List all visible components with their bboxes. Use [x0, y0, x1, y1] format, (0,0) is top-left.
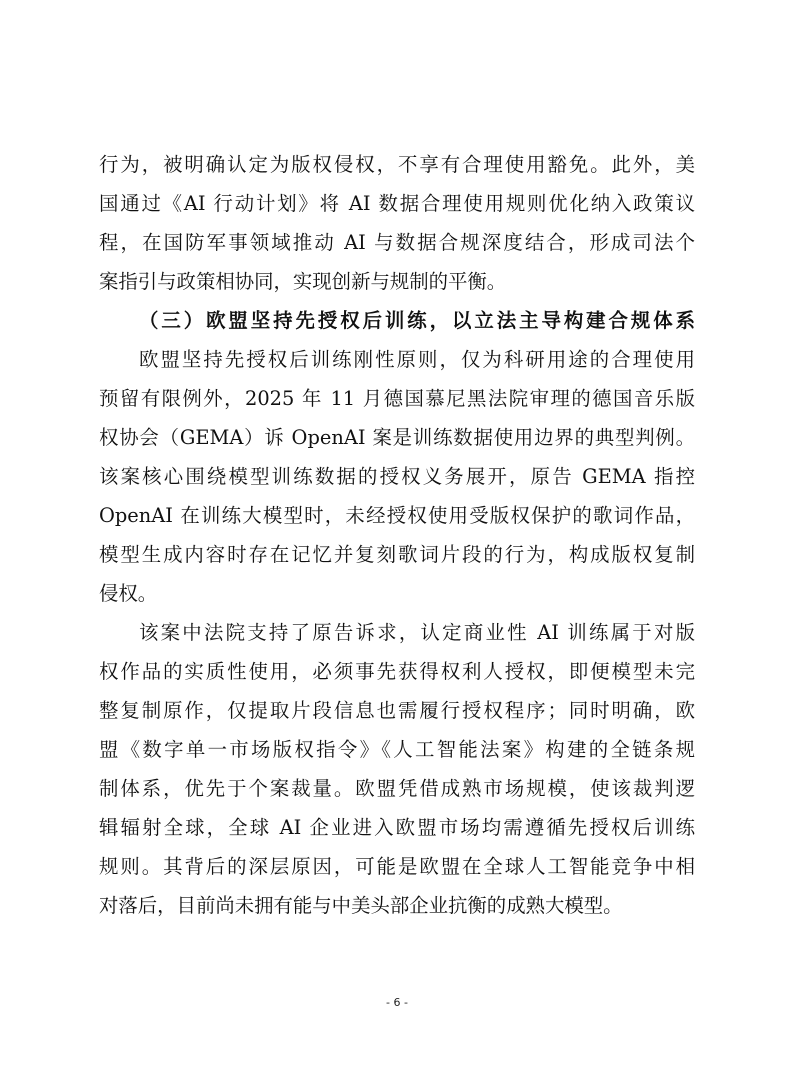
paragraph-2-line: OpenAI 在训练大模型时，未经授权使用受版权保护的歌词作品，: [99, 504, 695, 527]
paragraph-1-line: 案指引与政策相协同，实现创新与规制的平衡。: [99, 270, 507, 293]
paragraph-3-line: 权作品的实质性使用，必须事先获得权利人授权，即便模型未完: [99, 660, 695, 683]
paragraph-2-line: 该案核心围绕模型训练数据的授权义务展开，原告 GEMA 指控: [99, 465, 695, 488]
paragraph-3-line: 辑辐射全球，全球 AI 企业进入欧盟市场均需遵循先授权后训练: [99, 816, 695, 839]
paragraph-3-line: 该案中法院支持了原告诉求，认定商业性 AI 训练属于对版: [139, 621, 695, 644]
section-heading: （三）欧盟坚持先授权后训练，以立法主导构建合规体系: [139, 309, 695, 332]
paragraph-3-line: 整复制原作，仅提取片段信息也需履行授权程序；同时明确，欧: [99, 699, 695, 722]
paragraph-3-line: 制体系，优先于个案裁量。欧盟凭借成熟市场规模，使该裁判逻: [99, 777, 695, 800]
paragraph-2-line: 预留有限例外，2025 年 11 月德国慕尼黑法院审理的德国音乐版: [99, 387, 695, 410]
paragraph-1-line: 国通过《AI 行动计划》将 AI 数据合理使用规则优化纳入政策议: [99, 192, 695, 215]
paragraph-1-line: 行为，被明确认定为版权侵权，不享有合理使用豁免。此外，美: [99, 153, 695, 176]
paragraph-2-line: 欧盟坚持先授权后训练刚性原则，仅为科研用途的合理使用: [139, 348, 695, 371]
paragraph-3-line: 对落后，目前尚未拥有能与中美头部企业抗衡的成熟大模型。: [99, 894, 623, 917]
page-number: - 6 -: [386, 996, 408, 1009]
paragraph-3-line: 规则。其背后的深层原因，可能是欧盟在全球人工智能竞争中相: [99, 855, 695, 878]
paragraph-2-line: 侵权。: [99, 582, 158, 605]
paragraph-2-line: 权协会（GEMA）诉 OpenAI 案是训练数据使用边界的典型判例。: [99, 426, 695, 449]
paragraph-1-line: 程，在国防军事领域推动 AI 与数据合规深度结合，形成司法个: [99, 231, 695, 254]
paragraph-2-line: 模型生成内容时存在记忆并复刻歌词片段的行为，构成版权复制: [99, 543, 695, 566]
paragraph-3-line: 盟《数字单一市场版权指令》《人工智能法案》构建的全链条规: [99, 738, 695, 761]
